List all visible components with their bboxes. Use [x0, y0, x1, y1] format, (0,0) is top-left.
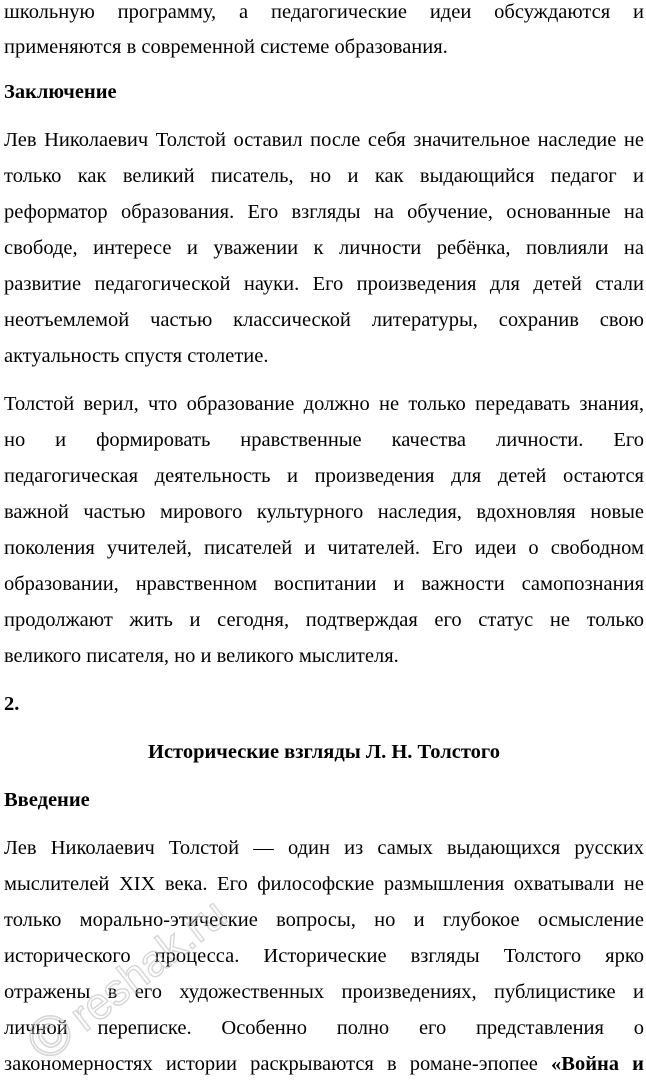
text-line: отражены в его художественных произведениях, публицистике и [4, 981, 644, 1003]
watermark-symbol: © [14, 997, 86, 1073]
conclusion-heading: Заключение [4, 81, 117, 103]
section-number: 2. [4, 693, 20, 715]
text-line: важной частью мирового культурного наследия, вдохновляя новые [4, 501, 644, 523]
text-line-last [4, 1052, 644, 1076]
text-line: только морально-этические вопросы, но и глубокое осмысление [4, 909, 644, 931]
book-title-fragment: «Война и [551, 1053, 644, 1075]
text-line: Лев Николаевич Толстой — один из самых выдающихся русских [4, 837, 644, 859]
text-line: но и формировать нравственные качества личности. Его [4, 429, 644, 451]
watermark-text: reshak.ru [61, 889, 236, 1041]
text-line: личной переписке. Особенно полно его представления о [4, 1017, 644, 1039]
text-line: актуальность спустя столетие. [4, 345, 269, 367]
text-line: Лев Николаевич Толстой оставил после себя значительное наследие не [4, 129, 644, 151]
text-line: Толстой верил, что образование должно не только передавать знания, [4, 393, 644, 415]
text-line: продолжают жить и сегодня, подтверждая его статус не только [4, 609, 644, 631]
text-line: мыслителей XIX века. Его философские размышления охватывали не [4, 873, 644, 895]
text-segment: закономерностях истории раскрываются в романе-эпопее [4, 1053, 552, 1075]
text-line: образовании, нравственном воспитании и важности самопознания [4, 573, 644, 595]
text-line: применяются в современной системе образования. [4, 36, 448, 58]
text-line: свободе, интересе и уважении к личности ребёнка, повлияли на [4, 237, 644, 259]
text-line: поколения учителей, писателей и читателей. Его идеи о свободном [4, 537, 644, 559]
text-line: исторического процесса. Исторические взгляды Толстого ярко [4, 945, 644, 967]
text-line: педагогическая деятельность и произведения для детей остаются [4, 465, 644, 487]
text-line: неотъемлемой частью классической литературы, сохранив свою [4, 309, 644, 331]
text-line: только как великий писатель, но и как выдающийся педагог и [4, 165, 644, 187]
text-line: великого писателя, но и великого мыслителя. [4, 645, 399, 667]
section-title: Исторические взгляды Л. Н. Толстого [148, 741, 500, 763]
text-line: развитие педагогической науки. Его произведения для детей стали [4, 273, 644, 295]
text-line: школьную программу, а педагогические идеи обсуждаются и [4, 1, 644, 23]
introduction-heading: Введение [4, 789, 90, 811]
text-line: реформатор образования. Его взгляды на обучение, основанные на [4, 201, 644, 223]
